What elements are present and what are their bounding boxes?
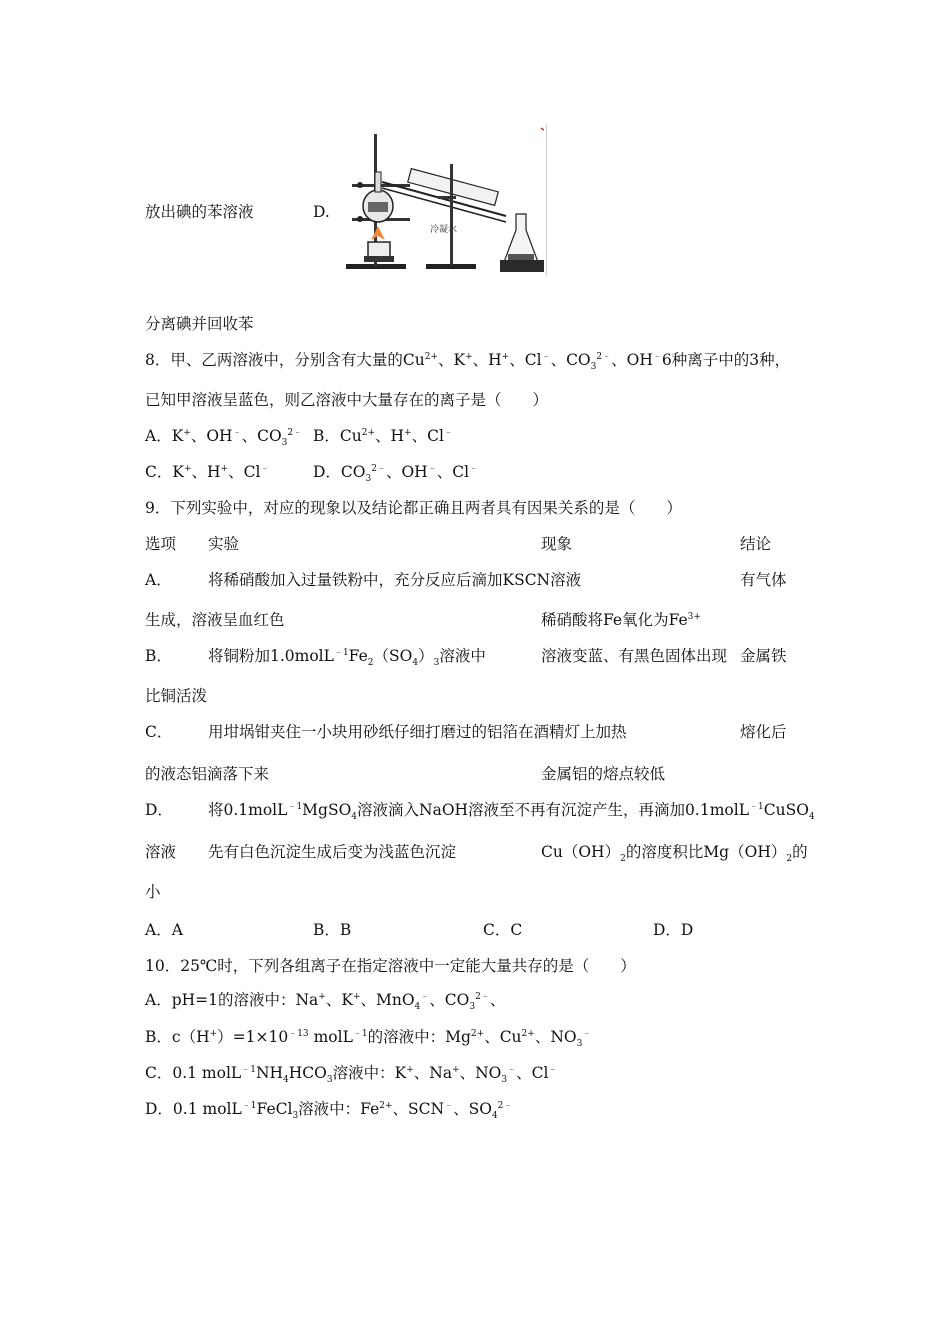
q9-row-a-key: A． bbox=[145, 571, 172, 589]
q10-option-d: D．0.1 molL$^{﹣1}$FeCl$_3$溶液中：$Fe^{2+}$、SCN﹣、$SO_4^{2﹣}$ bbox=[145, 1100, 513, 1122]
q10-stem: 10．25℃时，下列各组离子在指定溶液中一定能大量共存的是（ ） bbox=[145, 957, 636, 975]
q9-row-a-experiment: 将稀硝酸加入过量铁粉中，充分反应后滴加KSCN溶液 bbox=[208, 571, 582, 589]
q9-choice-b: B．B bbox=[313, 921, 352, 939]
q9-header-conclusion: 结论 bbox=[740, 535, 772, 553]
q8-stem-line2: 已知甲溶液呈蓝色，则乙溶液中大量存在的离子是（ ） bbox=[145, 391, 549, 409]
q9-row-b-experiment: 将铜粉加$1.0molL^{﹣1}Fe_2(SO_4)_3$溶液中 bbox=[208, 647, 486, 669]
q10-option-a: A．pH=1的溶液中：Na+、K+、MnO$_4$﹣、$CO_3^{2﹣}$、 bbox=[145, 991, 506, 1013]
q8-option-d: D．$CO_3^{2﹣}$、OH﹣、Cl﹣ bbox=[313, 463, 479, 485]
q9-row-b-conclusion-start: 金属铁 bbox=[740, 647, 787, 665]
q8-stem-line1: 8．甲、乙两溶液中，分别含有大量的$Cu^{2+}$、K+、H+、Cl﹣、$CO_3^{2﹣}$、OH﹣6种离子中的3种， bbox=[145, 351, 791, 373]
q9-row-c-key: C． bbox=[145, 723, 173, 741]
condenser-water-label: 冷凝水 bbox=[430, 225, 458, 235]
q8-option-a: A．K+、OH﹣、$CO_3^{2﹣}$ bbox=[145, 427, 303, 449]
q9-row-d-experiment: 将0.1molL$^{﹣1}$MgSO$_4$溶液滴入NaOH溶液至不再有沉淀产生，再滴加0.1molL$^{﹣1}$CuSO$_4$ bbox=[208, 801, 815, 823]
q9-row-d-key: D． bbox=[145, 801, 173, 819]
q9-row-a-phenomenon-end: 生成，溶液呈血红色 bbox=[145, 611, 285, 629]
q10-option-c: C．0.1 $molL^{﹣1}NH_4HCO_3$溶液中：K+、Na+、$NO_3^﹣$、Cl﹣ bbox=[145, 1064, 558, 1086]
q9-header-phenomenon: 现象 bbox=[541, 535, 573, 553]
q9-row-c-conclusion: 金属铝的熔点较低 bbox=[541, 765, 666, 783]
q9-row-d-experiment-end: 溶液 bbox=[145, 843, 177, 861]
q9-row-a-phenomenon-start: 有气体 bbox=[740, 571, 787, 589]
q9-row-d-phenomenon: 先有白色沉淀生成后变为浅蓝色沉淀 bbox=[208, 843, 457, 861]
distillation-apparatus-figure bbox=[338, 124, 547, 276]
q9-row-d-conclusion-end: 小 bbox=[145, 883, 161, 901]
q10-option-b: B．$c(H^+)=1\times 10^{﹣13}$ molL$^{﹣1}$的溶液中：$Mg^{2+}$、$Cu^{2+}$、$NO_3^﹣$ bbox=[145, 1028, 592, 1050]
q9-header-option: 选项 bbox=[145, 535, 177, 553]
q9-row-c-experiment: 用坩埚钳夹住一小块用砂纸仔细打磨过的铝箔在酒精灯上加热 bbox=[208, 723, 627, 741]
q9-choice-d: D．D bbox=[653, 921, 694, 939]
q7-option-d-caption: 分离碘并回收苯 bbox=[145, 315, 254, 333]
q8-option-b: B．$Cu^{2+}$、H+、Cl﹣ bbox=[313, 427, 453, 445]
q9-row-a-conclusion: 稀硝酸将Fe氧化为$Fe^{3+}$ bbox=[541, 611, 701, 629]
q9-stem: 9．下列实验中，对应的现象以及结论都正确且两者具有因果关系的是（ ） bbox=[145, 499, 682, 517]
q9-row-c-phenomenon-start: 熔化后 bbox=[740, 723, 787, 741]
q7-option-c-tail: 放出碘的苯溶液 bbox=[145, 203, 254, 221]
q9-row-c-phenomenon-end: 的液态铝滴落下来 bbox=[145, 765, 270, 783]
q8-option-c: C．K+、H+、Cl﹣ bbox=[145, 463, 270, 481]
q9-choice-a: A．A bbox=[145, 921, 183, 939]
q9-row-b-phenomenon: 溶液变蓝、有黑色固体出现 bbox=[541, 647, 728, 665]
q9-header-experiment: 实验 bbox=[208, 535, 240, 553]
distillation-apparatus-icon bbox=[338, 124, 546, 276]
q9-row-b-conclusion-end: 比铜活泼 bbox=[145, 687, 208, 705]
q9-choice-c: C．C bbox=[483, 921, 523, 939]
q9-row-b-key: B． bbox=[145, 647, 172, 665]
q7-option-d-label: D. bbox=[313, 203, 330, 221]
q9-row-d-conclusion: $Cu(OH)_2$的溶度积比$Mg(OH)_2$的 bbox=[541, 843, 808, 865]
